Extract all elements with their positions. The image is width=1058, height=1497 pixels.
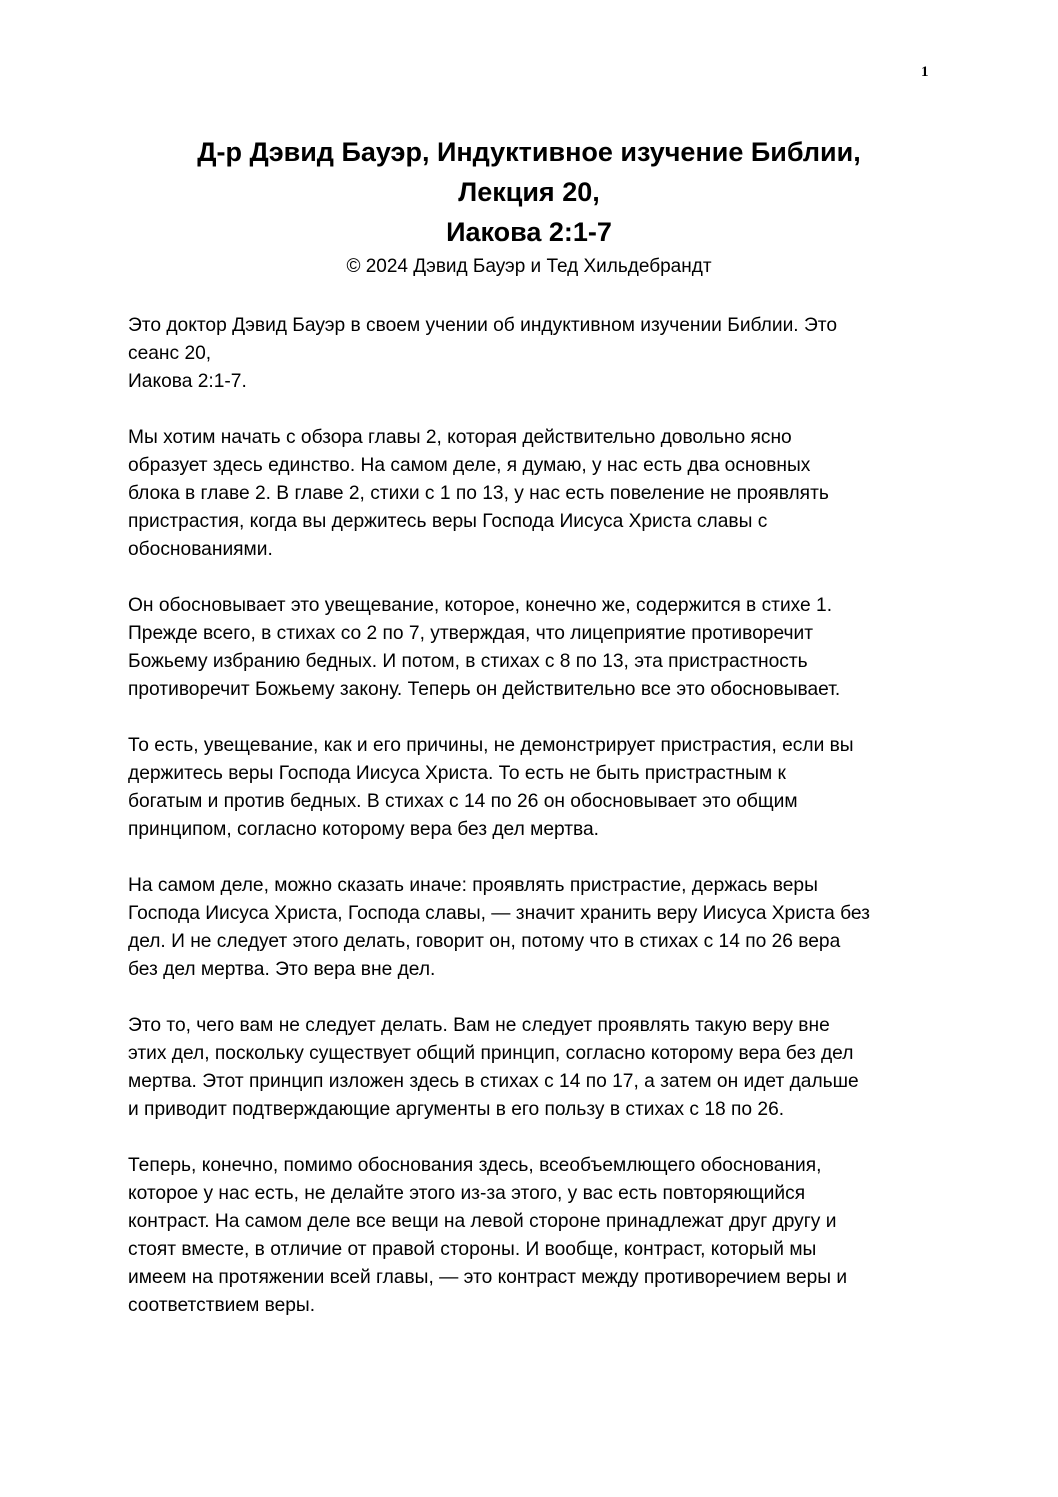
- paragraph-line: дел. И не следует этого делать, говорит он, потому что в стихах с 14 по 26 вера: [128, 931, 841, 952]
- paragraph-line: обоснованиями.: [128, 539, 273, 560]
- paragraph-line: стоят вместе, в отличие от правой стороны. И вообще, контраст, который мы: [128, 1239, 817, 1260]
- paragraph-line: противоречит Божьему закону. Теперь он действительно все это обосновывает.: [128, 679, 841, 700]
- copyright-notice: © 2024 Дэвид Бауэр и Тед Хильдебрандт: [346, 256, 712, 277]
- paragraph-line: соответствием веры.: [128, 1295, 316, 1316]
- paragraph-line: держитесь веры Господа Иисуса Христа. То есть не быть пристрастным к: [128, 763, 786, 784]
- paragraph-line: Это доктор Дэвид Бауэр в своем учении об индуктивном изучении Библии. Это: [128, 315, 837, 336]
- paragraph-7: [128, 1152, 948, 1320]
- paragraph-line: сеанс 20,: [128, 343, 212, 364]
- paragraph-line: без дел мертва. Это вера вне дел.: [128, 959, 436, 980]
- paragraph-3: [128, 592, 948, 704]
- paragraph-line: контраст. На самом деле все вещи на левой стороне принадлежат друг другу и: [128, 1211, 837, 1232]
- paragraph-6: [128, 1012, 948, 1124]
- paragraph-line: Иакова 2:1-7.: [128, 371, 247, 392]
- paragraph-line: Господа Иисуса Христа, Господа славы, — значит хранить веру Иисуса Христа без: [128, 903, 870, 924]
- paragraph-line: Мы хотим начать с обзора главы 2, которая действительно довольно ясно: [128, 427, 792, 448]
- paragraph-line: которое у нас есть, не делайте этого из-за этого, у вас есть повторяющийся: [128, 1183, 806, 1204]
- document-body: [128, 312, 948, 1348]
- paragraph-line: образует здесь единство. На самом деле, я думаю, у нас есть два основных: [128, 455, 811, 476]
- title-line-2: Лекция 20,: [458, 177, 600, 207]
- paragraph-line: и приводит подтверждающие аргументы в его пользу в стихах с 18 по 26.: [128, 1099, 785, 1120]
- title-line-3: Иакова 2:1-7: [446, 217, 612, 247]
- paragraph-line: имеем на протяжении всей главы, — это контраст между противоречием веры и: [128, 1267, 848, 1288]
- paragraph-line: мертва. Этот принцип изложен здесь в стихах с 14 по 17, а затем он идет дальше: [128, 1071, 859, 1092]
- paragraph-line: принципом, согласно которому вера без дел мертва.: [128, 819, 600, 840]
- paragraph-2: [128, 424, 948, 564]
- paragraph-4: [128, 732, 948, 844]
- page-number: 1: [921, 64, 929, 80]
- paragraph-line: блока в главе 2. В главе 2, стихи с 1 по 13, у нас есть повеление не проявлять: [128, 483, 829, 504]
- paragraph-line: Прежде всего, в стихах со 2 по 7, утверждая, что лицеприятие противоречит: [128, 623, 813, 644]
- paragraph-line: На самом деле, можно сказать иначе: проявлять пристрастие, держась веры: [128, 875, 818, 896]
- paragraph-5: [128, 872, 948, 984]
- paragraph-1: [128, 312, 948, 396]
- paragraph-line: Теперь, конечно, помимо обоснования здесь, всеобъемлющего обоснования,: [128, 1155, 822, 1176]
- paragraph-line: пристрастия, когда вы держитесь веры Господа Иисуса Христа славы с: [128, 511, 768, 532]
- document-header: [0, 132, 1058, 282]
- paragraph-line: богатым и против бедных. В стихах с 14 по 26 он обосновывает это общим: [128, 791, 798, 812]
- paragraph-line: Это то, чего вам не следует делать. Вам не следует проявлять такую веру вне: [128, 1015, 830, 1036]
- paragraph-line: Он обосновывает это увещевание, которое, конечно же, содержится в стихе 1.: [128, 595, 833, 616]
- paragraph-line: То есть, увещевание, как и его причины, не демонстрирует пристрастия, если вы: [128, 735, 854, 756]
- paragraph-line: Божьему избранию бедных. И потом, в стихах с 8 по 13, эта пристрастность: [128, 651, 808, 672]
- paragraph-line: этих дел, поскольку существует общий принцип, согласно которому вера без дел: [128, 1043, 854, 1064]
- title-line-1: Д-р Дэвид Бауэр, Индуктивное изучение Библии,: [197, 137, 861, 167]
